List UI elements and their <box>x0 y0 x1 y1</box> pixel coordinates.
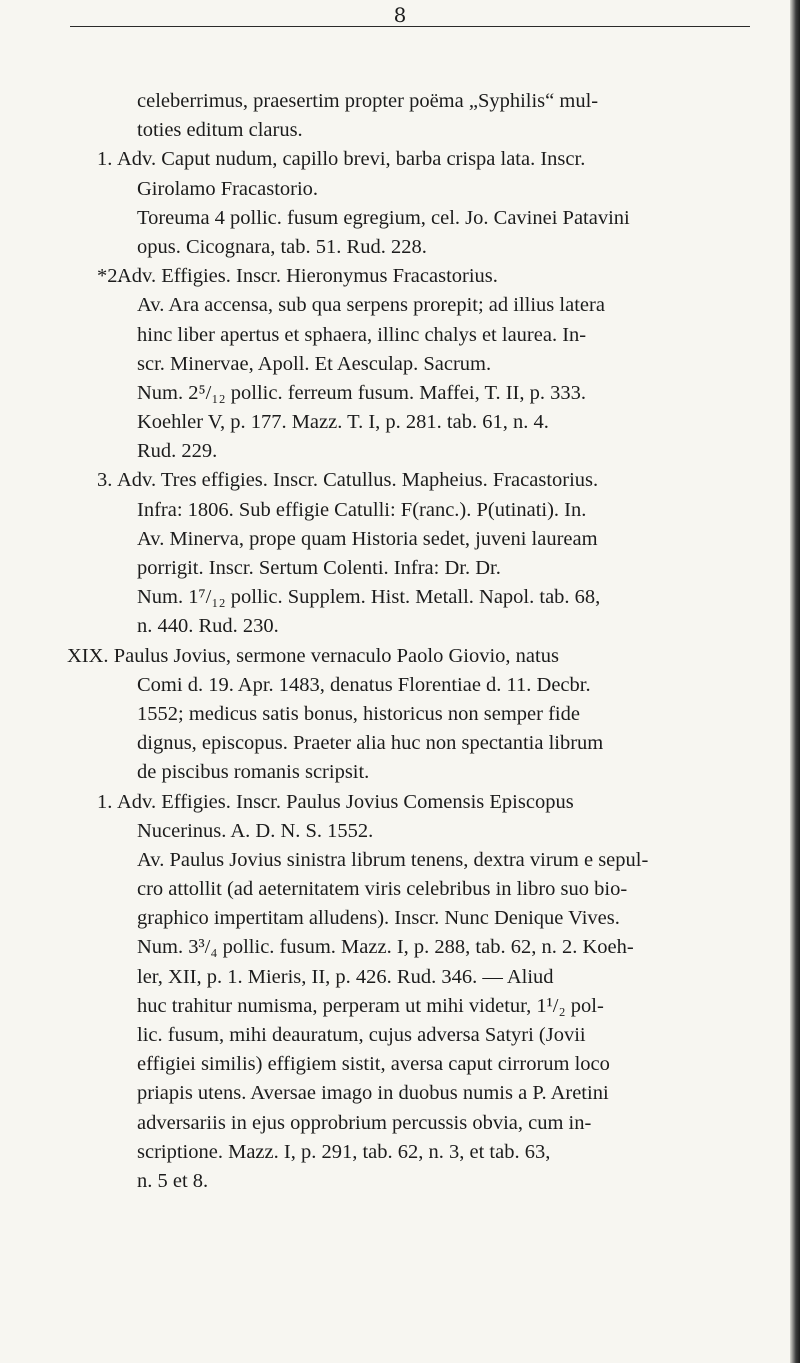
line-text: Num. 1⁷/₁₂ pollic. Supplem. Hist. Metall. Napol. tab. 68, <box>137 586 601 609</box>
line-text: Av. Minerva, prope quam Historia sedet, juveni lauream <box>137 527 598 550</box>
text-line <box>90 671 720 700</box>
text-line <box>90 788 720 817</box>
line-text: opus. Cicognara, tab. 51. Rud. 228. <box>137 235 427 258</box>
line-text: scr. Minervae, Apoll. Et Aesculap. Sacrum. <box>137 352 492 375</box>
text-line <box>90 233 720 262</box>
text-line <box>90 496 720 525</box>
text-line <box>90 963 720 992</box>
line-text: lic. fusum, mihi deauratum, cujus adversa Satyri (Jovii <box>137 1024 586 1046</box>
line-text: Adv. Effigies. Inscr. Paulus Jovius Comensis Episcopus <box>117 790 574 813</box>
line-text: Av. Ara accensa, sub qua serpens prorepit; ad illius latera <box>137 294 605 317</box>
line-text: graphico impertitam alludens). Inscr. Nunc Denique Vives. <box>137 907 620 930</box>
text-line <box>90 466 720 495</box>
text-line <box>90 116 720 145</box>
line-text: Adv. Effigies. Inscr. Hieronymus Fracastorius. <box>117 265 498 288</box>
line-text: adversariis in ejus opprobrium percussis obvia, cum in- <box>137 1111 592 1134</box>
text-line <box>90 904 720 933</box>
line-text: Infra: 1806. Sub effigie Catulli: F(ranc.). P(utinati). In. <box>137 498 587 521</box>
line-text: Paulus Jovius, sermone vernaculo Paolo Giovio, natus <box>113 644 559 667</box>
line-text: Comi d. 19. Apr. 1483, denatus Florentiae d. 11. Decbr. <box>137 673 591 696</box>
text-line <box>90 437 720 466</box>
line-text: Num. 3³/₄ pollic. fusum. Mazz. I, p. 288, tab. 62, n. 2. Koeh- <box>137 936 634 959</box>
text-line <box>90 525 720 554</box>
text-line <box>90 262 720 291</box>
text-line <box>90 817 720 846</box>
text-line <box>90 554 720 583</box>
line-text: n. 440. Rud. 230. <box>137 615 279 638</box>
entry-number: *2. <box>97 265 123 288</box>
text-line <box>90 1079 720 1108</box>
text-line <box>90 291 720 320</box>
line-text: Adv. Caput nudum, capillo brevi, barba crispa lata. Inscr. <box>117 148 586 171</box>
line-text: scriptione. Mazz. I, p. 291, tab. 62, n. 3, et tab. 63, <box>137 1140 551 1163</box>
text-line <box>90 1021 720 1050</box>
text-line <box>90 729 720 758</box>
line-text: effigiei similis) effigiem sistit, aversa caput cirrorum loco <box>137 1053 610 1076</box>
text-line <box>90 700 720 729</box>
line-text: Koehler V, p. 177. Mazz. T. I, p. 281. tab. 61, n. 4. <box>137 411 549 434</box>
text-line <box>90 933 720 962</box>
text-line <box>67 642 720 671</box>
text-line <box>90 1050 720 1079</box>
entry-number: 1. <box>97 148 113 171</box>
line-text: toties editum clarus. <box>137 119 303 142</box>
text-line <box>90 204 720 233</box>
text-line <box>90 1167 720 1196</box>
page-number: 8 <box>393 3 407 27</box>
entry-number: 3. <box>97 469 113 492</box>
line-text: n. 5 et 8. <box>137 1169 209 1192</box>
line-text: Toreuma 4 pollic. fusum egregium, cel. Jo. Cavinei Patavini <box>137 206 630 229</box>
line-text: priapis utens. Aversae imago in duobus numis a P. Aretini <box>137 1082 609 1105</box>
text-line <box>90 87 720 116</box>
text-line <box>90 612 720 641</box>
text-line <box>90 758 720 787</box>
line-text: celeberrimus, praesertim propter poëma „Syphilis“ mul- <box>137 90 599 112</box>
text-line <box>90 992 720 1021</box>
text-line <box>90 350 720 379</box>
page-edge <box>790 0 800 1363</box>
line-text: huc trahitur numisma, perperam ut mihi videtur, 1¹/₂ pol- <box>137 994 604 1017</box>
line-text: dignus, episcopus. Praeter alia huc non spectantia librum <box>137 732 604 755</box>
line-text: porrigit. Inscr. Sertum Colenti. Infra: Dr. Dr. <box>137 557 501 579</box>
body-text <box>67 87 720 1196</box>
line-text: Rud. 229. <box>137 440 218 463</box>
text-line <box>90 145 720 174</box>
line-text: 1552; medicus satis bonus, historicus non semper fide <box>137 702 580 725</box>
text-line <box>90 1138 720 1167</box>
text-line <box>90 175 720 204</box>
entry-number: 1. <box>97 790 113 813</box>
line-text: ler, XII, p. 1. Mieris, II, p. 426. Rud. 346. — Aliud <box>137 965 554 988</box>
line-text: Num. 2⁵/₁₂ pollic. ferreum fusum. Maffei, T. II, p. 333. <box>137 381 587 404</box>
line-text: Av. Paulus Jovius sinistra librum tenens, dextra virum e sepul- <box>137 848 649 871</box>
line-text: Girolamo Fracastorio. <box>137 177 319 200</box>
text-line <box>90 379 720 408</box>
text-line <box>90 875 720 904</box>
section-number: XIX. <box>67 644 109 667</box>
text-line <box>90 846 720 875</box>
header-rule <box>70 26 750 27</box>
line-text: Adv. Tres effigies. Inscr. Catullus. Mapheius. Fracastorius. <box>117 469 599 492</box>
text-line <box>90 583 720 612</box>
line-text: Nucerinus. A. D. N. S. 1552. <box>137 819 374 842</box>
text-line <box>90 1109 720 1138</box>
line-text: hinc liber apertus et sphaera, illinc chalys et laurea. In- <box>137 323 587 346</box>
line-text: cro attollit (ad aeternitatem viris celebribus in libro suo bio- <box>137 878 628 901</box>
text-line <box>90 408 720 437</box>
line-text: de piscibus romanis scripsit. <box>137 761 370 784</box>
text-line <box>90 321 720 350</box>
